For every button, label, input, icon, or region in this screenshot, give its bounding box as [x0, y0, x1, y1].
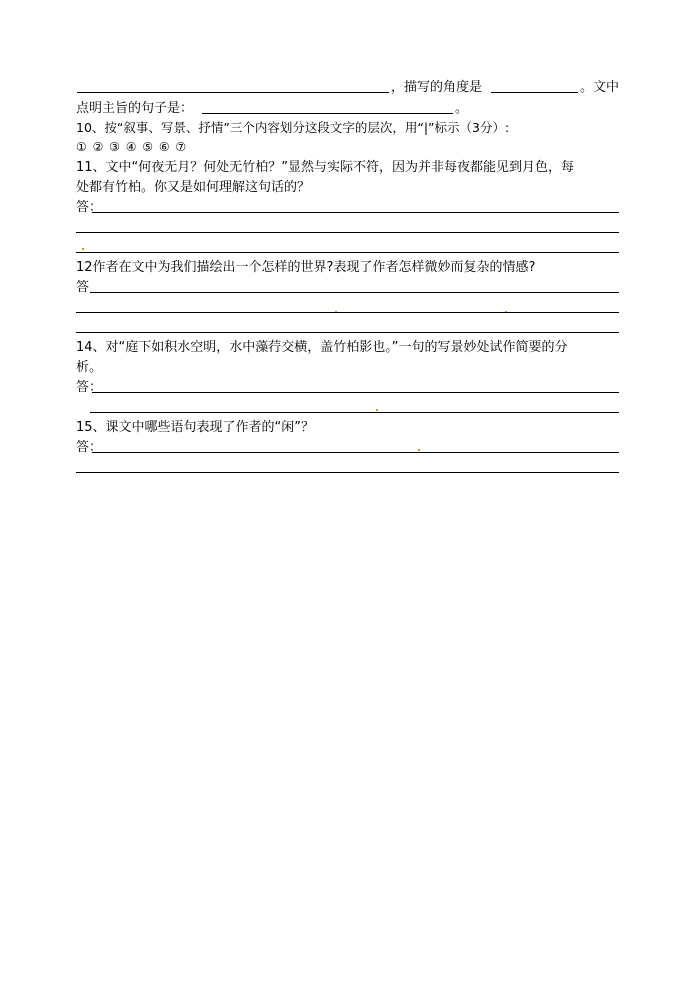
q14-line2: 析。	[76, 360, 103, 375]
q14-answer-line-2[interactable]	[90, 412, 619, 413]
q12-answer-line-1[interactable]	[90, 292, 619, 293]
answer-blank-angle[interactable]	[491, 92, 578, 93]
q11-line1: 11、文中“何夜无月？何处无竹柏？”显然与实际不符，因为并非每夜都能见到月色，每	[76, 160, 575, 175]
answer-blank-main-idea[interactable]	[202, 113, 453, 114]
q9-main-idea-prefix: 点明主旨的句子是：	[76, 101, 194, 116]
q11-answer-line-3[interactable]	[76, 252, 619, 253]
q12-answer-line-3[interactable]	[76, 332, 619, 333]
q12-answer-label: 答	[76, 280, 90, 295]
q11-answer-label: 答：	[76, 200, 103, 215]
q9-main-idea-suffix: 。	[455, 101, 469, 116]
q15-answer-line-1[interactable]	[92, 452, 619, 453]
q10-markers: ① ② ③ ④ ⑤ ⑥ ⑦	[76, 140, 188, 154]
q14-answer-label: 答：	[76, 380, 103, 395]
speck-mark	[376, 409, 378, 411]
q11-answer-line-1[interactable]	[92, 212, 619, 213]
q11-answer-line-2[interactable]	[76, 232, 619, 233]
q10-text: 10、按“叙事、写景、抒情”三个内容划分这段文字的层次，用“|”标示（3分）:	[76, 120, 510, 135]
answer-blank-description[interactable]	[77, 92, 389, 93]
q11-line2: 处都有竹柏。你又是如何理解这句话的？	[76, 180, 311, 195]
q9-angle-prefix: ，描写的角度是	[391, 80, 483, 95]
q14-answer-line-1[interactable]	[92, 392, 619, 393]
q15-answer-line-2[interactable]	[76, 472, 619, 473]
speck-mark	[82, 248, 84, 250]
q15-line1: 15、课文中哪些语句表现了作者的“闲”？	[76, 420, 315, 435]
q9-angle-suffix: 。文中	[580, 80, 620, 95]
q14-line1: 14、对“庭下如积水空明，水中藻荇交横，盖竹柏影也。”一句的写景妙处试作简要的分	[76, 340, 568, 355]
q12-line1: 12作者在文中为我们描绘出一个怎样的世界?表现了作者怎样微妙而复杂的情感?	[76, 260, 536, 275]
q15-answer-label: 答：	[76, 440, 103, 455]
speck-mark	[418, 449, 420, 451]
q12-answer-line-2[interactable]	[76, 312, 619, 313]
